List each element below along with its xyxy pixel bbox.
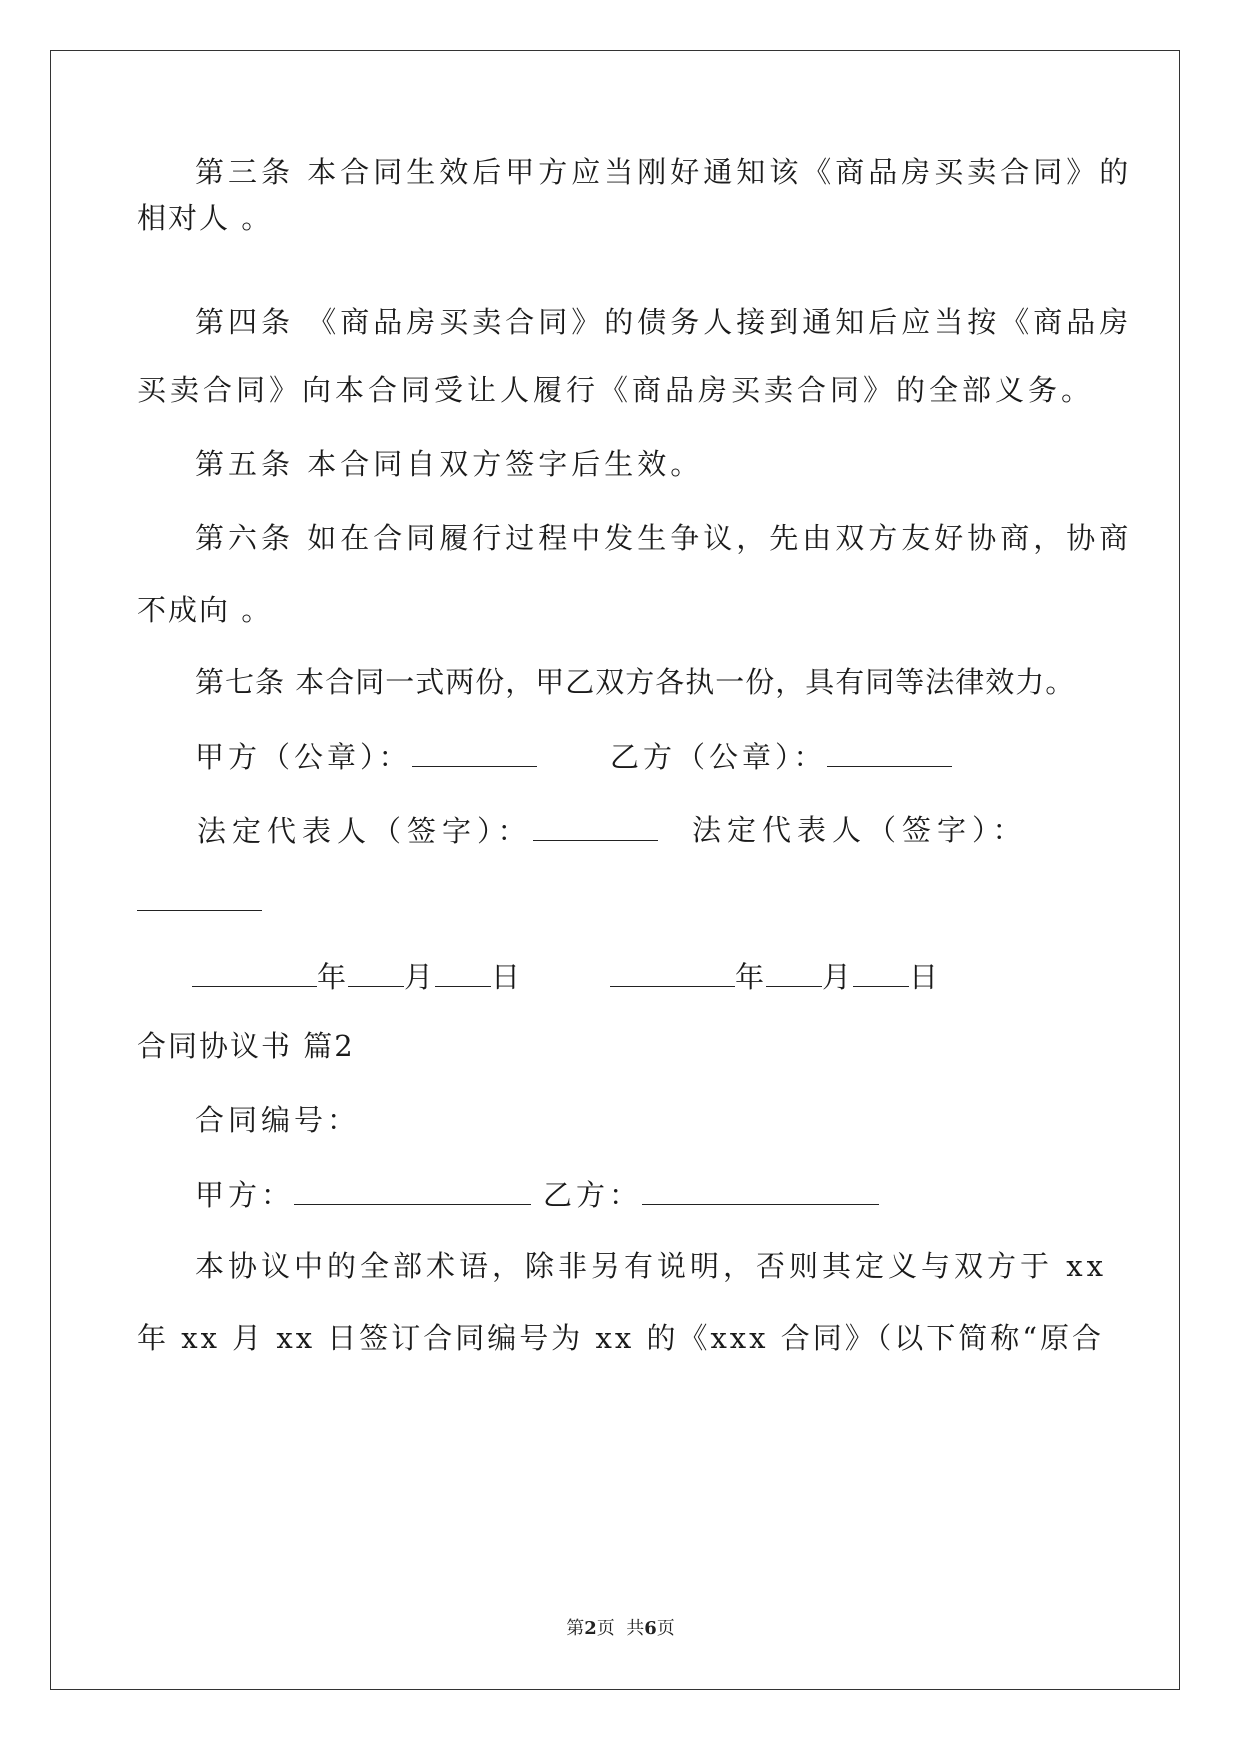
- rep-a-row: [197, 810, 658, 851]
- date-a-year-label: 年: [317, 960, 349, 994]
- date-b-month-label: 月: [822, 960, 854, 994]
- party-a-blank[interactable]: [294, 1174, 531, 1205]
- article-4-line-2: 买卖合同》向本合同受让人履行《商品房买卖合同》的全部义务。: [137, 373, 1095, 407]
- page-border: [50, 50, 1180, 1690]
- article-7: 第七条 本合同一式两份，甲乙双方各执一份，具有同等法律效力。: [195, 665, 1076, 699]
- section-2-heading: 合同协议书 篇2: [137, 1029, 355, 1063]
- body-line-2: 年 xx 月 xx 日签订合同编号为 xx 的《xxx 合同》（以下简称“原合: [137, 1321, 1105, 1355]
- party-a-seal-label: 甲方（公章）：: [195, 740, 412, 774]
- date-b-day-blank[interactable]: [853, 956, 909, 987]
- footer-page-total: 6: [644, 1618, 657, 1639]
- footer-page-number: 2: [584, 1618, 597, 1639]
- footer-page-prefix: 第: [566, 1618, 585, 1639]
- rep-b-row: [692, 810, 1028, 850]
- rep-a-label: 法定代表人（签字）：: [197, 814, 533, 848]
- page-footer: [0, 1614, 1241, 1640]
- party-a-label: 甲方：: [195, 1178, 295, 1212]
- party-a-row: [195, 1174, 531, 1215]
- footer-page-mid: 页 共: [596, 1618, 645, 1639]
- date-a-day-blank[interactable]: [435, 956, 491, 987]
- date-a-row: [192, 956, 522, 997]
- date-a-month-label: 月: [404, 960, 436, 994]
- party-b-seal-label: 乙方（公章）：: [610, 740, 827, 774]
- rep-b-blank-row: [137, 880, 262, 921]
- contract-number-label: 合同编号：: [195, 1103, 361, 1137]
- body-line-1: 本协议中的全部术语，除非另有说明，否则其定义与双方于 xx: [195, 1249, 1107, 1283]
- date-a-month-blank[interactable]: [348, 956, 404, 987]
- article-6-line-2: 不成向 。: [137, 593, 273, 627]
- date-a-year-blank[interactable]: [192, 956, 317, 987]
- date-b-day-label: 日: [909, 960, 941, 994]
- party-b-label: 乙方：: [543, 1178, 643, 1212]
- rep-a-blank[interactable]: [533, 810, 658, 841]
- article-3-text: 第三条 本合同生效后甲方应当刚好通知该《商品房买卖合同》的: [195, 155, 1133, 189]
- party-a-seal-row: [195, 736, 537, 777]
- date-b-year-blank[interactable]: [610, 956, 735, 987]
- party-b-seal-blank[interactable]: [827, 736, 952, 767]
- date-b-row: [610, 956, 940, 997]
- footer-page-suffix: 页: [656, 1618, 675, 1639]
- date-b-month-blank[interactable]: [766, 956, 822, 987]
- rep-b-label: 法定代表人（签字）：: [692, 813, 1028, 847]
- article-6-line-1: 第六条 如在合同履行过程中发生争议，先由双方友好协商，协商: [195, 521, 1133, 555]
- party-b-seal-row: [610, 736, 952, 777]
- party-b-row: [543, 1174, 879, 1215]
- rep-b-blank[interactable]: [137, 880, 262, 911]
- party-b-blank[interactable]: [642, 1174, 879, 1205]
- date-a-day-label: 日: [491, 960, 523, 994]
- article-3-line-2: 相对人 。: [137, 201, 273, 235]
- article-5: 第五条 本合同自双方签字后生效。: [195, 447, 704, 481]
- party-a-seal-blank[interactable]: [412, 736, 537, 767]
- date-b-year-label: 年: [735, 960, 767, 994]
- article-4-line-1: 第四条 《商品房买卖合同》的债务人接到通知后应当按《商品房: [195, 305, 1133, 339]
- article-3-line-1: [195, 152, 1133, 192]
